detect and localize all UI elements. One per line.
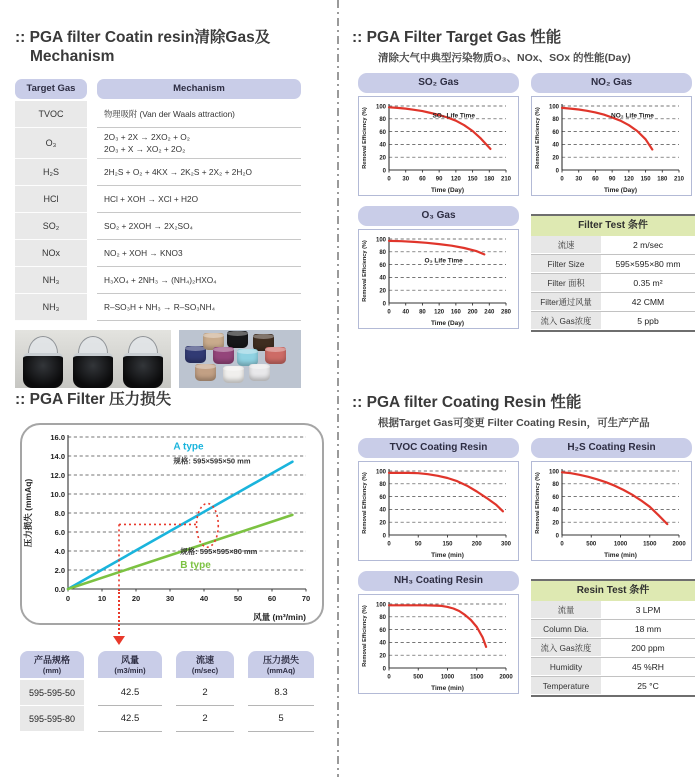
title-line-1: :: PGA filter Coatin resin清除Gas及	[15, 29, 271, 46]
no2-gas-chart-block	[531, 73, 692, 196]
svg-text:Time (Day): Time (Day)	[430, 320, 465, 328]
svg-text:0: 0	[560, 541, 564, 548]
table-row	[531, 274, 695, 293]
svg-text:200: 200	[467, 309, 478, 316]
spec-cell: 2	[176, 706, 234, 732]
formula-line: NO₂ + XOH → KNO3	[104, 247, 183, 258]
svg-text:Removal Efficiency (%): Removal Efficiency (%)	[362, 107, 368, 170]
svg-text:80: 80	[379, 482, 386, 489]
column-header-mechanism: Mechanism	[97, 79, 301, 99]
filter-jar	[72, 336, 114, 388]
svg-text:40: 40	[379, 641, 386, 648]
pressure-loss-svg	[22, 425, 322, 623]
chart-row	[358, 438, 696, 561]
table-row	[531, 639, 695, 658]
svg-text:0: 0	[387, 309, 391, 316]
svg-text:0: 0	[387, 541, 391, 548]
tvoc-resin-chart-block	[358, 438, 519, 561]
svg-text:80: 80	[379, 615, 386, 622]
pressure-loss-section	[15, 390, 337, 732]
formula-line: SO₂ + 2XOH → 2X₂SO₄	[104, 220, 193, 231]
svg-text:300: 300	[500, 541, 512, 548]
svg-text:20: 20	[379, 288, 386, 295]
section-subtitle: 清除大气中典型污染物质O₃、NOx、SOx 的性能(Day)	[378, 52, 631, 65]
svg-text:30: 30	[165, 594, 175, 604]
svg-text:210: 210	[500, 176, 512, 183]
svg-text:30: 30	[575, 176, 583, 183]
svg-text:0: 0	[382, 533, 386, 540]
gas-cell: NOx	[15, 240, 87, 267]
chart-title: O₃ Gas	[358, 206, 519, 226]
gas-cell: O₃	[15, 128, 87, 159]
svg-text:240: 240	[484, 309, 495, 316]
row-value: 595×595×80 mm	[615, 259, 681, 270]
carbon-filter-jars-photo	[15, 330, 171, 388]
h2s-resin-chart	[531, 461, 692, 561]
svg-text:180: 180	[657, 176, 668, 183]
svg-text:60: 60	[267, 594, 277, 604]
tvoc-resin-svg	[359, 462, 518, 560]
h2s-resin-svg	[532, 462, 691, 560]
resin-cup	[227, 331, 248, 348]
svg-text:B type: B type	[180, 560, 211, 572]
row-label: Humidity	[531, 658, 601, 676]
o3-gas-svg	[359, 230, 518, 328]
svg-text:280: 280	[500, 309, 512, 316]
svg-text:100: 100	[548, 104, 559, 111]
svg-text:90: 90	[608, 176, 616, 183]
svg-text:Removal Efficiency (%): Removal Efficiency (%)	[535, 472, 541, 535]
column-header-unit: (mm)	[42, 666, 62, 676]
mechanism-cell	[97, 128, 301, 159]
pressure-chart-frame	[20, 423, 324, 625]
column-header-label: 风量	[120, 655, 139, 666]
svg-text:NO₂ Life Time: NO₂ Life Time	[611, 112, 654, 120]
chart-title: TVOC Coating Resin	[358, 438, 519, 458]
section-divider	[337, 0, 339, 777]
svg-text:2000: 2000	[499, 674, 513, 681]
resin-cup	[185, 346, 206, 363]
column-header-unit: (m/sec)	[191, 666, 219, 676]
svg-text:70: 70	[301, 594, 311, 604]
chart-row	[358, 73, 696, 196]
svg-text:100: 100	[375, 237, 386, 244]
resin-cup	[213, 347, 234, 364]
table-row	[531, 601, 695, 620]
section-title-pressure: :: PGA Filter 压力损失	[15, 391, 172, 408]
svg-text:100: 100	[548, 469, 559, 476]
spec-cell: 595-595-50	[20, 680, 84, 706]
mechanism-cell	[97, 213, 301, 240]
column-header	[248, 651, 314, 678]
section-title-mechanism	[15, 28, 327, 67]
svg-text:60: 60	[379, 263, 386, 270]
resin-cup	[195, 364, 216, 381]
row-label: 流速	[531, 236, 601, 254]
row-value: 0.35 m²	[633, 278, 663, 289]
svg-text:80: 80	[379, 250, 386, 257]
svg-text:A type: A type	[173, 441, 204, 453]
row-label: 流入 Gas浓度	[531, 639, 601, 657]
column-header	[176, 651, 234, 678]
mechanism-cell	[97, 159, 301, 186]
cup-highlight	[265, 347, 286, 352]
svg-text:80: 80	[419, 309, 426, 316]
gas-cell: H₂S	[15, 159, 87, 186]
column-header-label: 压力损失	[262, 655, 299, 666]
svg-text:60: 60	[419, 176, 426, 183]
row-value: 3 LPM	[635, 605, 661, 616]
filter-test-table	[531, 214, 695, 332]
svg-text:80: 80	[379, 117, 386, 124]
column-header-unit: (mmAq)	[266, 666, 296, 676]
mechanism-cell	[97, 240, 301, 267]
svg-text:30: 30	[402, 176, 410, 183]
gas-cell: NH₃	[15, 267, 87, 294]
svg-text:20: 20	[379, 155, 386, 162]
section-subtitle: 根据Target Gas可变更 Filter Coating Resin，可生产产品	[378, 417, 650, 430]
so2-gas-chart-block	[358, 73, 519, 196]
svg-text:10: 10	[97, 594, 107, 604]
column-header-label: 产品规格	[33, 655, 70, 666]
spec-column	[176, 651, 234, 732]
row-value: 2 m/sec	[632, 240, 664, 251]
spec-cell: 5	[248, 706, 314, 732]
table-row	[531, 312, 695, 330]
filter-jar	[122, 336, 164, 388]
no2-gas-chart	[531, 96, 692, 196]
nh3-resin-svg	[359, 595, 518, 693]
chart-title: NO₂ Gas	[531, 73, 692, 93]
jar-glass-dome	[128, 336, 158, 353]
spec-column	[20, 651, 84, 732]
svg-text:压力损失 (mmAq): 压力损失 (mmAq)	[23, 479, 33, 548]
cup-highlight	[227, 331, 248, 336]
spec-column	[98, 651, 162, 732]
svg-text:规格: 595×595×50 mm: 规格: 595×595×50 mm	[173, 456, 251, 466]
column-header-unit: (m3/min)	[114, 666, 146, 676]
svg-text:20: 20	[379, 653, 386, 660]
column-header	[98, 651, 162, 678]
svg-text:20: 20	[552, 520, 559, 527]
svg-text:0: 0	[382, 168, 386, 175]
chart-title: SO₂ Gas	[358, 73, 519, 93]
h2s-resin-chart-block	[531, 438, 692, 561]
formula-line: 2O₃ + X → XO₂ + 2O₂	[104, 143, 186, 154]
svg-text:20: 20	[379, 520, 386, 527]
svg-text:500: 500	[413, 674, 424, 681]
row-value: 45 %RH	[632, 662, 664, 673]
mechanism-cell	[97, 186, 301, 213]
svg-text:1500: 1500	[643, 541, 657, 548]
nh3-resin-chart	[358, 594, 519, 694]
svg-text:100: 100	[375, 602, 386, 609]
filter-test-rows	[531, 236, 695, 330]
jar-glass-dome	[78, 336, 108, 353]
svg-text:Time (min): Time (min)	[431, 685, 464, 693]
svg-text:60: 60	[379, 495, 386, 502]
svg-text:6.0: 6.0	[54, 528, 65, 538]
svg-text:1000: 1000	[613, 541, 628, 548]
no2-gas-svg	[532, 97, 691, 195]
svg-text:100: 100	[375, 104, 386, 111]
svg-text:16.0: 16.0	[50, 433, 65, 443]
svg-text:Time (min): Time (min)	[604, 552, 637, 560]
svg-text:50: 50	[233, 594, 243, 604]
svg-text:40: 40	[379, 143, 386, 150]
spec-cell: 595-595-80	[20, 706, 84, 732]
svg-text:2.0: 2.0	[54, 566, 65, 576]
svg-text:Time (min): Time (min)	[431, 552, 464, 560]
formula-line: R–SO₃H + NH₃ → R–SO₃NH₄	[104, 301, 216, 312]
spec-column	[248, 651, 314, 732]
svg-text:4.0: 4.0	[54, 547, 65, 557]
svg-text:60: 60	[379, 628, 386, 635]
formula-line: HCl + XOH → XCl + H2O	[104, 193, 199, 204]
cup-highlight	[223, 366, 244, 371]
o3-gas-chart	[358, 229, 519, 329]
cup-highlight	[213, 347, 234, 352]
spec-cell: 8.3	[248, 680, 314, 706]
svg-text:80: 80	[552, 117, 559, 124]
svg-text:8.0: 8.0	[54, 509, 65, 519]
svg-text:12.0: 12.0	[50, 471, 65, 481]
svg-text:20: 20	[552, 155, 559, 162]
row-label: Filter Size	[531, 255, 601, 273]
column-header-target-gas: Target Gas	[15, 79, 87, 99]
chart-row	[358, 571, 696, 697]
chart-title: NH₃ Coating Resin	[358, 571, 519, 591]
jar-body	[23, 353, 63, 388]
svg-text:60: 60	[592, 176, 599, 183]
svg-text:0: 0	[65, 594, 71, 604]
section-title-coating-resin: :: PGA filter Coating Resin 性能	[352, 394, 582, 411]
svg-text:Time (Day): Time (Day)	[603, 187, 638, 195]
svg-text:Time (Day): Time (Day)	[430, 187, 465, 195]
formula-line: 2H₂S + O₂ + 4KX → 2K₂S + 2X₂ + 2H₂O	[104, 166, 252, 177]
chart-row	[358, 206, 696, 332]
gas-cell: NH₃	[15, 294, 87, 321]
svg-text:150: 150	[640, 176, 651, 183]
svg-text:90: 90	[435, 176, 443, 183]
spec-cell: 2	[176, 680, 234, 706]
svg-text:14.0: 14.0	[50, 452, 65, 462]
svg-text:O₃ Life Time: O₃ Life Time	[424, 258, 463, 266]
svg-text:40: 40	[552, 143, 559, 150]
spec-cell: 42.5	[98, 706, 162, 732]
svg-text:20: 20	[131, 594, 141, 604]
svg-text:SO₂ Life Time: SO₂ Life Time	[432, 112, 475, 120]
gas-cell: TVOC	[15, 101, 87, 128]
product-photos	[15, 330, 327, 388]
svg-text:0: 0	[387, 674, 391, 681]
formula-line: 物理吸附 (Van der Waals attraction)	[104, 108, 235, 119]
row-label: Filter通过风量	[531, 293, 601, 311]
svg-text:500: 500	[586, 541, 597, 548]
jar-body	[73, 353, 113, 388]
svg-text:200: 200	[471, 541, 482, 548]
svg-text:0.0: 0.0	[54, 585, 65, 595]
row-value: 42 CMM	[631, 297, 665, 308]
resin-cup	[223, 366, 244, 383]
mechanism-cell	[97, 101, 301, 128]
svg-text:40: 40	[199, 594, 209, 604]
formula-line: H₃XO₄ + 2NH₃ → (NH₄)₂HXO₄	[104, 274, 217, 285]
svg-text:80: 80	[552, 482, 559, 489]
cup-highlight	[237, 349, 258, 354]
row-label: Filter 面积	[531, 274, 601, 292]
cup-highlight	[253, 334, 274, 339]
row-label: Temperature	[531, 677, 601, 695]
filter-jar	[22, 336, 64, 388]
gas-cell: SO₂	[15, 213, 87, 240]
svg-text:210: 210	[673, 176, 685, 183]
svg-text:60: 60	[552, 130, 559, 137]
svg-text:Removal Efficiency (%): Removal Efficiency (%)	[362, 605, 368, 668]
svg-text:0: 0	[555, 533, 559, 540]
svg-text:160: 160	[450, 309, 461, 316]
svg-text:180: 180	[484, 176, 495, 183]
chart-title: H₂S Coating Resin	[531, 438, 692, 458]
mechanism-section	[15, 28, 327, 388]
row-value: 5 ppb	[637, 316, 659, 327]
table-row	[531, 620, 695, 639]
annotation-arrow-line	[118, 589, 120, 638]
svg-text:0: 0	[387, 176, 391, 183]
svg-text:60: 60	[379, 130, 386, 137]
svg-text:100: 100	[375, 469, 386, 476]
svg-text:40: 40	[402, 309, 410, 316]
svg-text:0: 0	[560, 176, 564, 183]
svg-text:1000: 1000	[440, 674, 455, 681]
tvoc-resin-chart	[358, 461, 519, 561]
svg-text:0: 0	[555, 168, 559, 175]
svg-text:40: 40	[379, 508, 386, 515]
svg-text:2000: 2000	[672, 541, 686, 548]
svg-text:10.0: 10.0	[50, 490, 65, 500]
svg-text:规格: 595×595×80 mm: 规格: 595×595×80 mm	[180, 547, 258, 557]
table-row	[531, 255, 695, 274]
table-row	[531, 677, 695, 695]
mechanism-table	[15, 79, 301, 321]
svg-text:120: 120	[434, 309, 445, 316]
pressure-spec-table	[20, 651, 337, 732]
table-row	[531, 236, 695, 255]
row-label: 流入 Gas浓度	[531, 312, 601, 330]
resin-test-rows	[531, 601, 695, 695]
svg-text:50: 50	[414, 541, 422, 548]
gas-cell: HCl	[15, 186, 87, 213]
svg-text:60: 60	[552, 495, 559, 502]
resin-cup	[249, 364, 270, 381]
svg-text:120: 120	[623, 176, 634, 183]
annotation-arrow-head	[113, 636, 125, 645]
svg-text:0: 0	[382, 666, 386, 673]
column-header-label: 流速	[195, 655, 214, 666]
row-label: Column Dia.	[531, 620, 601, 638]
table-title: Resin Test 条件	[531, 581, 695, 601]
svg-text:40: 40	[379, 276, 386, 283]
svg-text:150: 150	[442, 541, 453, 548]
resin-cup	[265, 347, 286, 364]
table-row	[531, 293, 695, 312]
svg-text:120: 120	[450, 176, 461, 183]
jar-glass-dome	[28, 336, 58, 353]
column-header	[20, 651, 84, 678]
svg-text:Removal Efficiency (%): Removal Efficiency (%)	[535, 107, 541, 170]
row-value: 25 °C	[637, 681, 659, 692]
row-label: 流量	[531, 601, 601, 619]
svg-text:Removal Efficiency (%): Removal Efficiency (%)	[362, 240, 368, 303]
svg-text:1500: 1500	[470, 674, 484, 681]
mechanism-cell	[97, 267, 301, 294]
svg-text:风量 (m³/min): 风量 (m³/min)	[253, 612, 306, 623]
cup-highlight	[249, 364, 270, 369]
formula-line: 2O₃ + 2X → 2XO₂ + O₂	[104, 131, 190, 142]
title-line-2: Mechanism	[30, 48, 115, 66]
table-row	[531, 658, 695, 677]
svg-text:40: 40	[552, 508, 559, 515]
target-gas-section	[352, 28, 696, 332]
jar-body	[123, 353, 163, 388]
table-title: Filter Test 条件	[531, 216, 695, 236]
svg-text:0: 0	[382, 301, 386, 308]
o3-gas-chart-block	[358, 206, 519, 332]
nh3-resin-chart-block	[358, 571, 519, 697]
row-value: 200 ppm	[631, 643, 665, 654]
so2-gas-svg	[359, 97, 518, 195]
spec-cell: 42.5	[98, 680, 162, 706]
section-title-target-gas: :: PGA Filter Target Gas 性能	[352, 29, 562, 46]
cup-highlight	[195, 364, 216, 369]
svg-text:Removal Efficiency (%): Removal Efficiency (%)	[362, 472, 368, 535]
colored-resin-photo	[179, 330, 301, 388]
cup-highlight	[203, 333, 224, 338]
svg-text:150: 150	[467, 176, 478, 183]
coating-resin-section	[352, 393, 696, 697]
row-value: 18 mm	[634, 624, 662, 635]
resin-test-table	[531, 579, 695, 697]
so2-gas-chart	[358, 96, 519, 196]
mechanism-cell	[97, 294, 301, 321]
pressure-loss-chart	[22, 425, 322, 623]
